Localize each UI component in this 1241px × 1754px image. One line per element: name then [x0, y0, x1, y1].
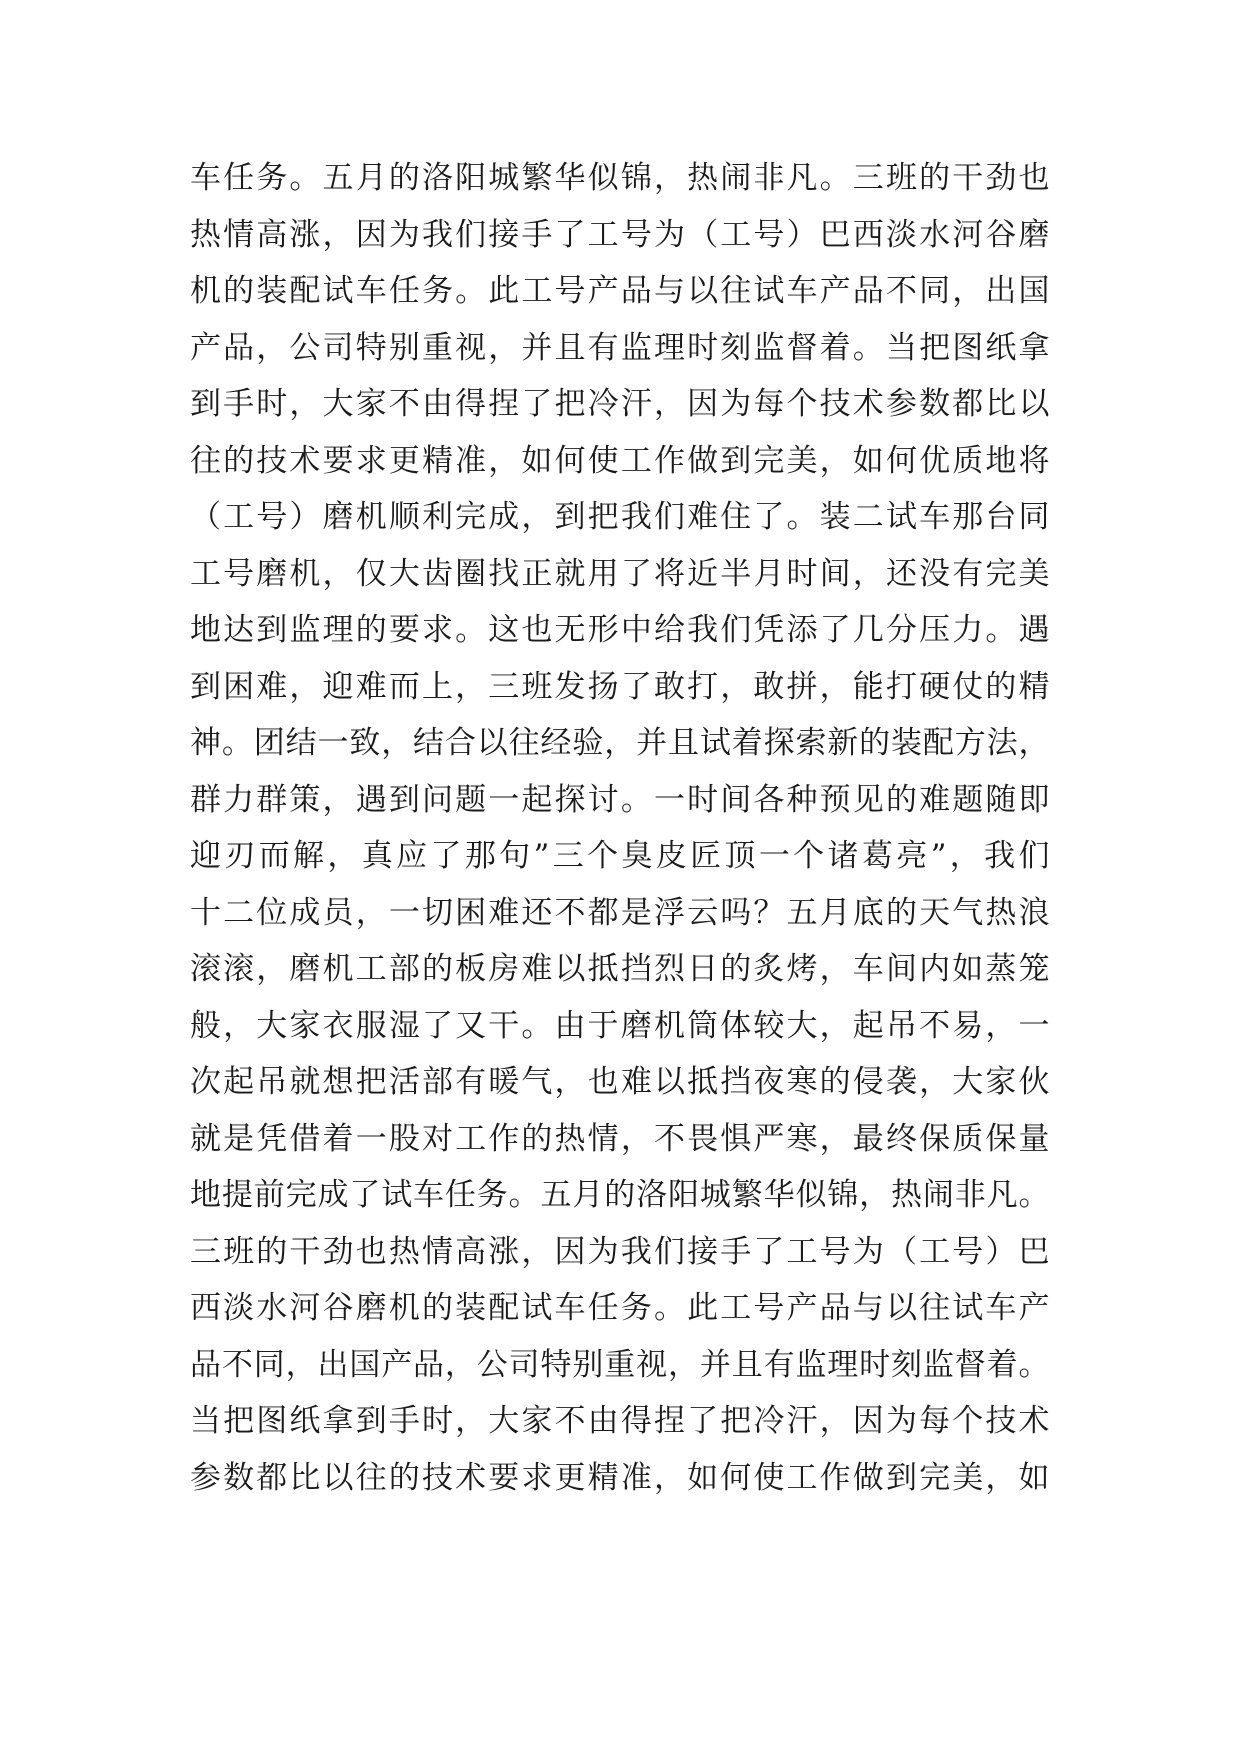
- text-line: 工号磨机，仅大齿圈找正就用了将近半月时间，还没有完美: [190, 555, 1050, 592]
- text-line: 产品，公司特别重视，并且有监理时刻监督着。当把图纸拿: [190, 329, 1050, 366]
- text-line: 就是凭借着一股对工作的热情，不畏惧严寒，最终保质保量: [190, 1120, 1050, 1157]
- text-line: 西淡水河谷磨机的装配试车任务。此工号产品与以往试车产: [190, 1290, 1050, 1326]
- text-line: 次起吊就想把活部有暖气，也难以抵挡夜寒的侵袭，大家伙: [190, 1064, 1050, 1100]
- text-line: 滚滚，磨机工部的板房难以抵挡烈日的炙烤，车间内如蒸笼: [190, 951, 1050, 987]
- text-line: （工号）磨机顺利完成，到把我们难住了。装二试车那台同: [190, 499, 1050, 535]
- text-line: 往的技术要求更精准，如何使工作做到完美，如何优质地将: [190, 442, 1050, 479]
- text-line: 神。团结一致，结合以往经验，并且试着探索新的装配方法，: [190, 725, 1050, 761]
- text-line: 到手时，大家不由得捏了把冷汗，因为每个技术参数都比以: [190, 386, 1050, 422]
- text-line: 热情高涨，因为我们接手了工号为（工号）巴西淡水河谷磨: [190, 216, 1050, 253]
- text-line: 到困难，迎难而上，三班发扬了敢打，敢拼，能打硬仗的精: [190, 668, 1050, 705]
- text-line: 参数都比以往的技术要求更精准，如何使工作做到完美，如: [190, 1459, 1050, 1496]
- text-line: 地提前完成了试车任务。五月的洛阳城繁华似锦，热闹非凡。: [190, 1177, 1050, 1213]
- text-line: 三班的干劲也热情高涨，因为我们接手了工号为（工号）巴: [190, 1233, 1050, 1270]
- text-line: 地达到监理的要求。这也无形中给我们凭添了几分压力。遇: [190, 612, 1050, 648]
- text-line: 群力群策，遇到问题一起探讨。一时间各种预见的难题随即: [190, 781, 1050, 818]
- text-line: 品不同，出国产品，公司特别重视，并且有监理时刻监督着。: [190, 1346, 1050, 1383]
- text-line: 十二位成员，一切困难还不都是浮云吗？五月底的天气热浪: [190, 894, 1050, 931]
- text-line: 迎刃而解，真应了那句”三个臭皮匠顶一个诸葛亮”，我们: [190, 838, 1050, 874]
- text-line: 机的装配试车任务。此工号产品与以往试车产品不同，出国: [190, 273, 1050, 309]
- text-line: 当把图纸拿到手时，大家不由得捏了把冷汗，因为每个技术: [190, 1403, 1050, 1439]
- text-line: 般，大家衣服湿了又干。由于磨机筒体较大，起吊不易，一: [190, 1007, 1050, 1044]
- text-line: 车任务。五月的洛阳城繁华似锦，热闹非凡。三班的干劲也: [190, 160, 1050, 196]
- body-text: [190, 150, 1050, 1506]
